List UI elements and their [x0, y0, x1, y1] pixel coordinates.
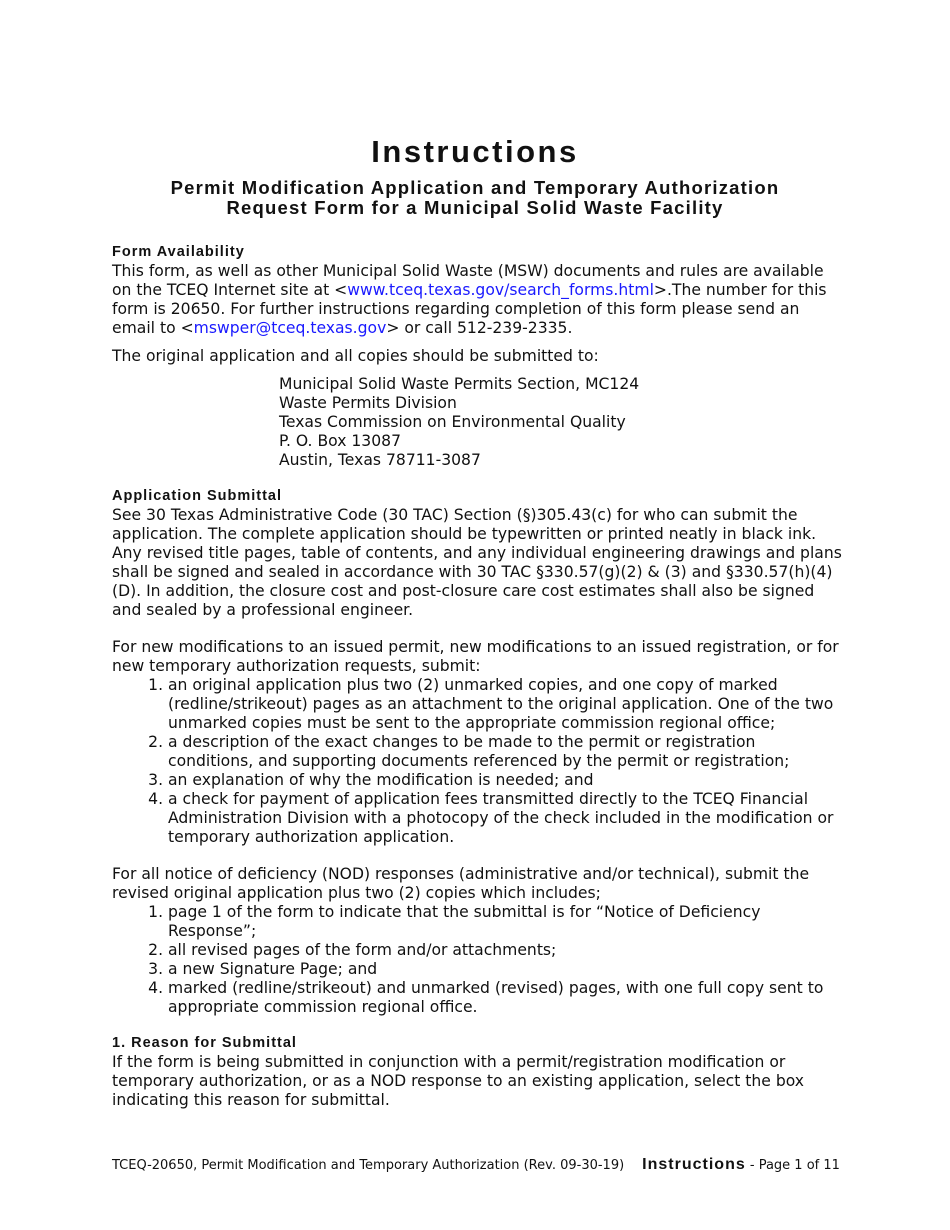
list-item: 3. a new Signature Page; and	[168, 960, 842, 979]
document-body	[112, 243, 842, 1110]
address-line: Municipal Solid Waste Permits Section, MC124	[279, 375, 640, 393]
reason-for-submittal-paragraph: If the form is being submitted in conjunction with a permit/registration modification or temporary authorization, or as a NOD response to an existing application, select the box indicating this reason for submittal.	[112, 1053, 805, 1109]
list-item: 1. page 1 of the form to indicate that the submittal is for “Notice of Deficiency Response”;	[168, 903, 842, 941]
nod-intro: For all notice of deficiency (NOD) responses (administrative and/or technical), submit the revised original application plus two (2) copies which includes;	[112, 865, 810, 902]
form-availability-text-3: > or call 512-239-2335.	[386, 319, 573, 337]
footer-separator: -	[745, 1158, 759, 1173]
nod-list	[112, 903, 842, 1017]
application-submittal-heading: Application Submittal	[112, 488, 283, 504]
form-availability-text-2: >.The number for this form is 20650. For further instructions regarding completion of this form please send an email to <	[112, 281, 827, 337]
new-modification-intro: For new modifications to an issued permit, new modifications to an issued registration, or for new temporary authorization requests, submit:	[112, 638, 839, 675]
address-line: P. O. Box 13087	[279, 432, 401, 450]
list-item: 2. a description of the exact changes to be made to the permit or registration conditions, and supporting documents referenced by the permit or registration;	[168, 733, 842, 771]
page-footer	[112, 1155, 842, 1176]
footer-page-number: Page 1 of 11	[758, 1158, 840, 1173]
reason-for-submittal-heading: 1. Reason for Submittal	[112, 1035, 297, 1051]
list-item: 3. an explanation of why the modification is needed; and	[168, 771, 842, 790]
subtitle-line-2: Request Form for a Municipal Solid Waste Facility	[226, 197, 724, 218]
page-title: Instructions	[371, 134, 579, 169]
list-item: 1. an original application plus two (2) unmarked copies, and one copy of marked (redline/strikeout) pages as an attachment to the original application. One of the two unmarked copies must be sent to the appropriate commission regional office;	[168, 676, 842, 733]
application-submittal-paragraph: See 30 Texas Administrative Code (30 TAC) Section (§)305.43(c) for who can submit the application. The complete application should be typewritten or printed neatly in black ink. Any revised title pages, table of contents, and any individual engineering drawings and plans shall be signed and sealed in accordance with 30 TAC §330.57(g)(2) & (3) and §330.57(h)(4)(D). In addition, the closure cost and post-closure care cost estimates shall also be signed and sealed by a professional engineer.	[112, 506, 842, 619]
page-subtitle	[0, 178, 950, 218]
footer-form-reference: TCEQ-20650, Permit Modification and Temporary Authorization (Rev. 09-30-19)	[112, 1158, 625, 1173]
list-item: 2. all revised pages of the form and/or attachments;	[168, 941, 842, 960]
new-modification-list	[112, 676, 842, 847]
forms-url-link[interactable]: www.tceq.texas.gov/search_forms.html	[347, 281, 654, 299]
address-line: Austin, Texas 78711-3087	[279, 451, 481, 469]
form-availability-heading: Form Availability	[112, 244, 245, 260]
address-line: Waste Permits Division	[279, 394, 457, 412]
mailing-address	[279, 375, 842, 470]
list-item: 4. a check for payment of application fees transmitted directly to the TCEQ Financial Administration Division with a photocopy of the check included in the modification or temporary authorization application.	[168, 790, 842, 847]
form-availability-text-1: This form, as well as other Municipal Solid Waste (MSW) documents and rules are available on the TCEQ Internet site at <	[112, 262, 824, 299]
address-line: Texas Commission on Environmental Quality	[279, 413, 626, 431]
subtitle-line-1: Permit Modification Application and Temporary Authorization	[170, 177, 780, 198]
list-item: 4. marked (redline/strikeout) and unmarked (revised) pages, with one full copy sent to appropriate commission regional office.	[168, 979, 842, 1017]
email-link[interactable]: mswper@tceq.texas.gov	[193, 319, 387, 337]
form-availability-paragraph	[112, 262, 842, 338]
footer-section-title: Instructions	[642, 1156, 746, 1173]
submit-to-intro: The original application and all copies should be submitted to:	[112, 347, 599, 365]
